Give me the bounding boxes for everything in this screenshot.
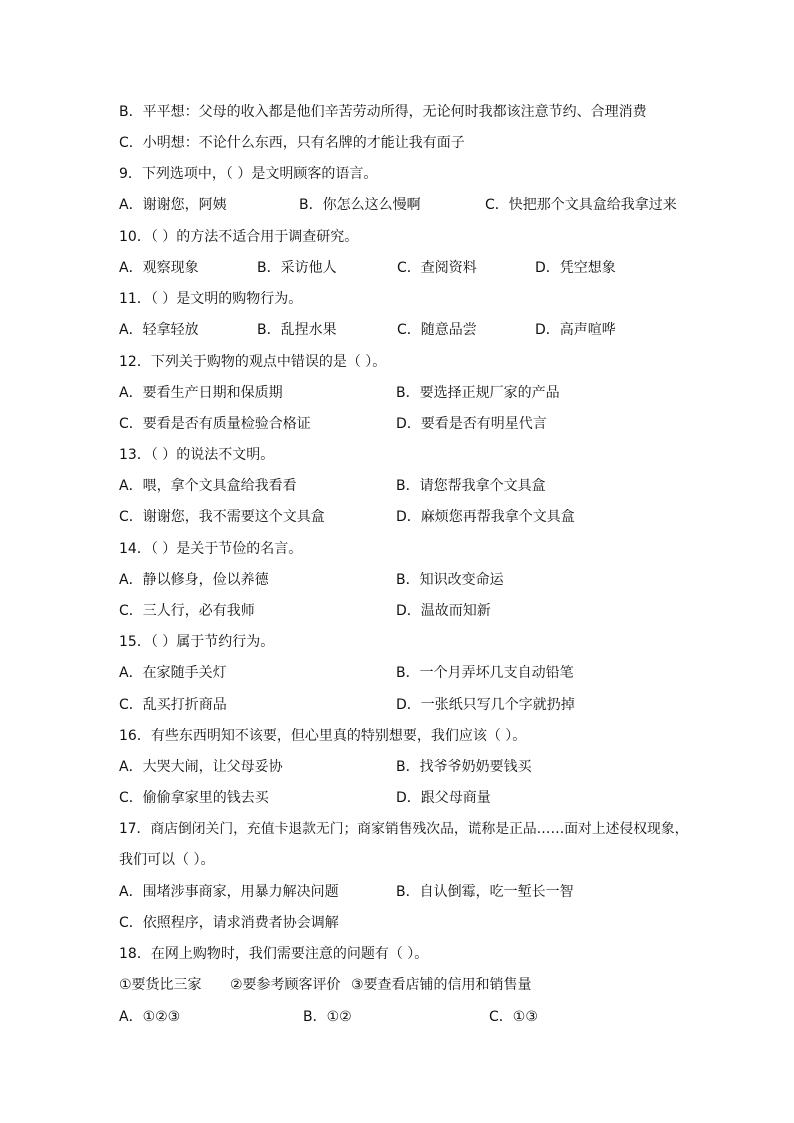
- q11-option-b: B．乱捏水果: [257, 322, 337, 338]
- q17-option-a: A．围堵涉事商家，用暴力解决问题: [119, 884, 339, 900]
- q16-options-row1: [119, 756, 719, 778]
- q16-options-row2: [119, 787, 719, 809]
- q9-stem: 9．下列选项中，（ ）是文明顾客的语言。: [119, 166, 378, 182]
- q13-options-row2: [119, 506, 719, 528]
- q18-statement-1: ①要货比三家: [119, 977, 202, 993]
- q12-option-a: A．要看生产日期和保质期: [119, 385, 283, 401]
- q14-options-row2: [119, 600, 719, 622]
- q15-options-row2: [119, 694, 719, 716]
- q17-options-row1: [119, 881, 719, 903]
- q15-option-a: A．在家随手关灯: [119, 665, 227, 681]
- q9-options: [119, 194, 719, 216]
- q18-statements: [119, 974, 719, 996]
- q15-option-b: B．一个月弄坏几支自动铅笔: [396, 665, 574, 681]
- q11-option-a: A．轻拿轻放: [119, 322, 199, 338]
- q16-option-a: A．大哭大闹，让父母妥协: [119, 759, 283, 775]
- q18-option-a: A．①②③: [119, 1009, 181, 1025]
- q18-options: [119, 1006, 719, 1028]
- q16-option-d: D．跟父母商量: [396, 790, 491, 806]
- q17-stem-line2: 我们可以（ ）。: [119, 852, 215, 868]
- q9-option-c: C．快把那个文具盒给我拿过来: [485, 197, 677, 213]
- q13-options-row1: [119, 475, 719, 497]
- q18-statement-2: ②要参考顾客评价: [230, 977, 341, 993]
- q13-option-d: D．麻烦您再帮我拿个文具盒: [396, 509, 575, 525]
- q10-option-d: D．凭空想象: [535, 260, 616, 276]
- q17-option-b: B．自认倒霉，吃一堑长一智: [396, 884, 574, 900]
- q11-option-c: C．随意品尝: [397, 322, 477, 338]
- q16-option-c: C．偷偷拿家里的钱去买: [119, 790, 269, 806]
- q10-option-a: A．观察现象: [119, 260, 199, 276]
- q12-option-b: B．要选择正规厂家的产品: [396, 385, 560, 401]
- q18-statement-3: ③要查看店铺的信用和销售量: [351, 977, 532, 993]
- q8-option-b: B．平平想：父母的收入都是他们辛苦劳动所得，无论何时我都该注意节约、合理消费: [119, 104, 647, 120]
- q11-options: [119, 319, 719, 341]
- q16-stem: 16．有些东西明知不该要，但心里真的特别想要，我们应该（ ）。: [119, 728, 527, 744]
- q14-stem: 14．（ ）是关于节俭的名言。: [119, 541, 303, 557]
- q11-option-d: D．高声喧哗: [535, 322, 616, 338]
- q16-option-b: B．找爷爷奶奶要钱买: [396, 759, 532, 775]
- q10-stem: 10．（ ）的方法不适合用于调查研究。: [119, 229, 359, 245]
- q12-option-c: C．要看是否有质量检验合格证: [119, 416, 311, 432]
- q14-option-b: B．知识改变命运: [396, 572, 504, 588]
- q18-option-b: B．①②: [303, 1009, 352, 1025]
- q13-option-c: C．谢谢您，我不需要这个文具盒: [119, 509, 325, 525]
- q13-option-b: B．请您帮我拿个文具盒: [396, 478, 546, 494]
- q18-stem: 18．在网上购物时，我们需要注意的问题有（ ）。: [119, 946, 429, 962]
- q17-option-c: C．依照程序，请求消费者协会调解: [119, 915, 339, 931]
- q10-options: [119, 257, 719, 279]
- q14-option-d: D．温故而知新: [396, 603, 491, 619]
- q9-option-a: A．谢谢您，阿姨: [119, 197, 227, 213]
- q12-option-d: D．要看是否有明星代言: [396, 416, 547, 432]
- q14-option-c: C．三人行，必有我师: [119, 603, 255, 619]
- q15-options-row1: [119, 662, 719, 684]
- q13-option-a: A．喂，拿个文具盒给我看看: [119, 478, 297, 494]
- q12-options-row1: [119, 382, 719, 404]
- q10-option-b: B．采访他人: [257, 260, 337, 276]
- q15-option-c: C．乱买打折商品: [119, 697, 227, 713]
- q14-option-a: A．静以修身，俭以养德: [119, 572, 269, 588]
- q12-options-row2: [119, 413, 719, 435]
- q17-stem-line1: 17．商店倒闭关门，充值卡退款无门；商家销售残次品，谎称是正品……面对上述侵权现象，: [119, 821, 689, 837]
- q11-stem: 11．（ ）是文明的购物行为。: [119, 291, 303, 307]
- q15-stem: 15．（ ）属于节约行为。: [119, 634, 275, 650]
- q9-option-b: B．你怎么这么慢啊: [299, 197, 421, 213]
- q12-stem: 12．下列关于购物的观点中错误的是（ ）。: [119, 354, 387, 370]
- q13-stem: 13．（ ）的说法不文明。: [119, 447, 275, 463]
- q10-option-c: C．查阅资料: [397, 260, 477, 276]
- q8-option-c: C．小明想：不论什么东西，只有名牌的才能让我有面子: [119, 135, 465, 151]
- q18-option-c: C．①③: [489, 1009, 538, 1025]
- q14-options-row1: [119, 569, 719, 591]
- q15-option-d: D．一张纸只写几个字就扔掉: [396, 697, 575, 713]
